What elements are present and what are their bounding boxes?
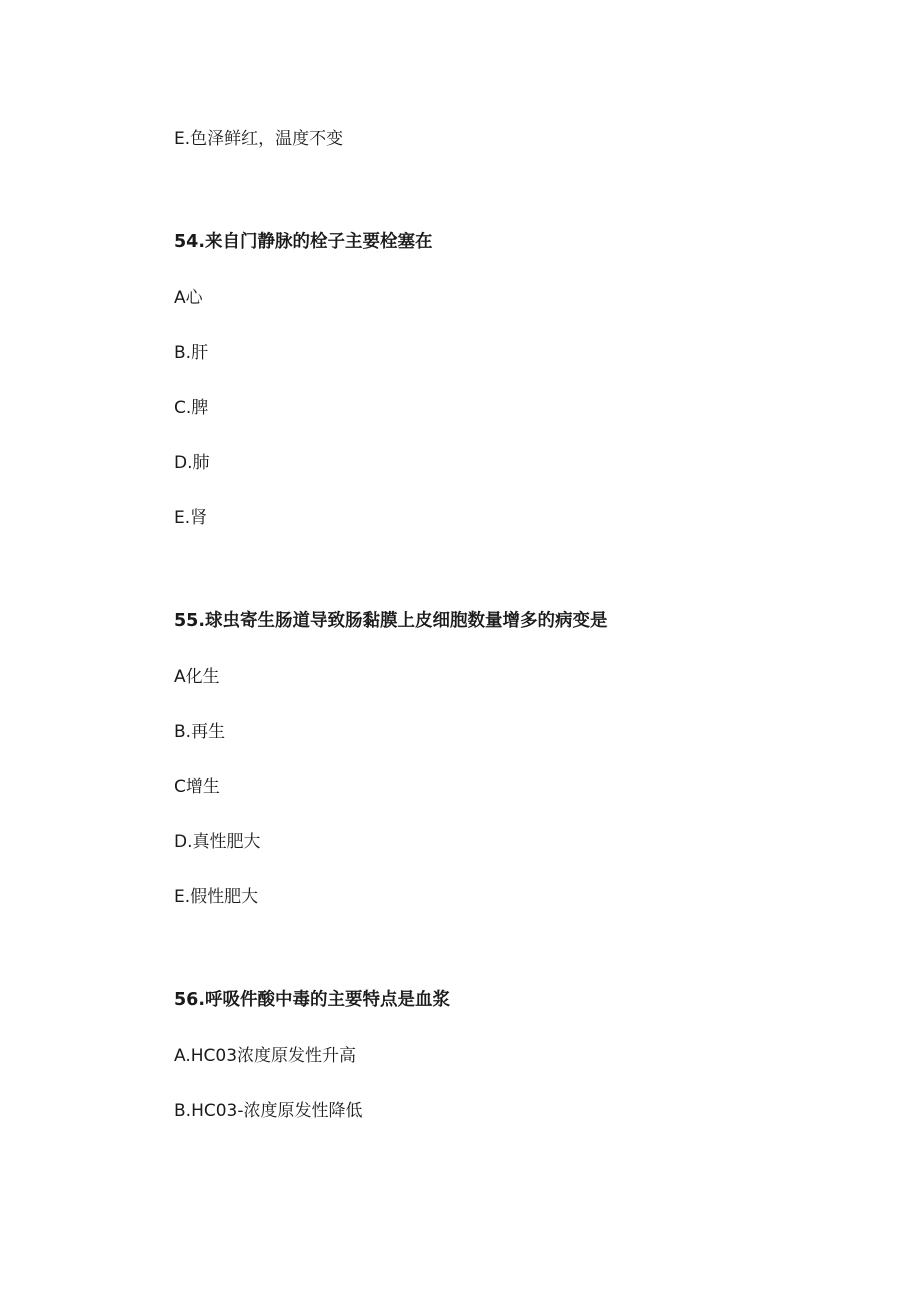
question-55-option-d: D.真性肥大 — [174, 832, 261, 852]
question-56-title: 56.呼吸件酸中毒的主要特点是血浆 — [174, 990, 450, 1010]
question-55-option-e: E.假性肥大 — [174, 887, 259, 907]
question-54-option-c: C.脾 — [174, 398, 209, 418]
question-55-option-c: C增生 — [174, 777, 220, 797]
option-prev-e: E.色泽鲜红，温度不变 — [174, 129, 344, 149]
question-54-title: 54.来自门静脉的栓子主要栓塞在 — [174, 232, 433, 252]
question-54-option-a: A心 — [174, 288, 203, 308]
question-56-option-b: B.HC03-浓度原发性降低 — [174, 1101, 363, 1121]
question-55-title: 55.球虫寄生肠道导致肠黏膜上皮细胞数量增多的病变是 — [174, 611, 608, 631]
question-54-option-b: B.肝 — [174, 343, 209, 363]
question-54-option-e: E.肾 — [174, 508, 208, 528]
question-55-option-b: B.再生 — [174, 722, 226, 742]
question-54-option-d: D.肺 — [174, 453, 210, 473]
question-55-option-a: A化生 — [174, 667, 220, 687]
question-56-option-a: A.HC03浓度原发性升高 — [174, 1046, 357, 1066]
